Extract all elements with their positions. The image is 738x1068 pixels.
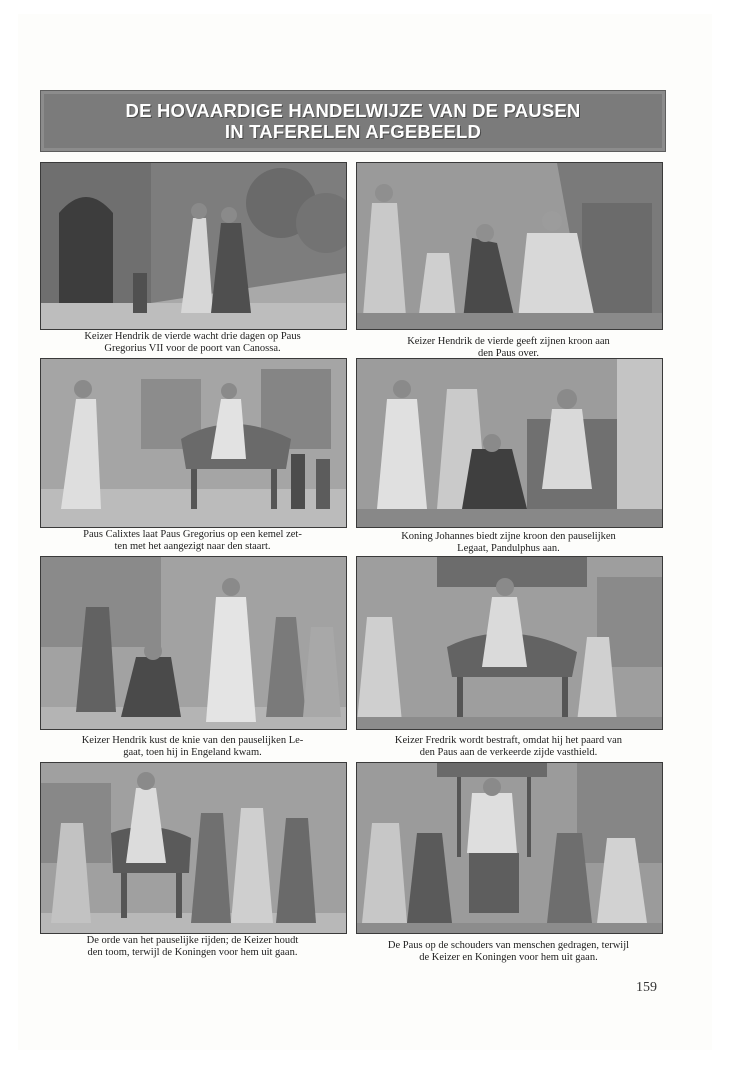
title-banner [40, 90, 666, 152]
caption-4 [356, 531, 661, 554]
caption-1 [40, 331, 345, 354]
caption-8 [348, 940, 669, 963]
caption-7-line-1: De orde van het pauselijke rijden; de Keizer houdt [86, 935, 299, 946]
page-number: 159 [636, 980, 657, 995]
caption-6-line-1: Keizer Fredrik wordt bestraft, omdat hij het paard van [394, 735, 623, 746]
engraving-crown-surrender [356, 162, 663, 330]
engraving-legate-pandulphus [356, 358, 663, 528]
engraving-camel [40, 358, 347, 528]
caption-6-line-2: den Paus aan de verkeerde zijde vasthield. [419, 746, 598, 758]
caption-2-line-2: den Paus over. [478, 347, 539, 359]
caption-4-line-2: Legaat, Pandulphus aan. [457, 542, 560, 554]
engraving-knee-kiss [40, 556, 347, 730]
caption-2 [356, 336, 661, 359]
caption-2-line-1: Keizer Hendrik de vierde geeft zijnen kroon aan [407, 336, 610, 347]
caption-7 [40, 935, 345, 958]
caption-1-line-1: Keizer Hendrik de vierde wacht drie dagen op Paus [84, 331, 301, 342]
caption-8-line-1: De Paus op de schouders van menschen gedragen, terwijl [387, 940, 630, 951]
caption-5 [40, 735, 345, 758]
caption-3 [40, 529, 345, 552]
engraving-fredrik-horse [356, 556, 663, 730]
caption-5-line-1: Keizer Hendrik kust de knie van den pauselijken Le- [81, 735, 304, 746]
engraving-canossa [40, 162, 347, 330]
caption-1-line-2: Gregorius VII voor de poort van Canossa. [104, 342, 281, 354]
caption-8-line-2: de Keizer en Koningen voor hem uit gaan. [419, 951, 598, 963]
title-line-2: IN TAFERELEN AFGEBEELD [224, 121, 482, 142]
caption-3-line-1: Paus Calixtes laat Paus Gregorius op een kemel zet- [83, 529, 302, 540]
caption-7-line-2: den toom, terwijl de Koningen voor hem uit gaan. [87, 946, 298, 958]
title-line-1: DE HOVAARDIGE HANDELWIJZE VAN DE PAUSEN [125, 100, 581, 121]
caption-6 [350, 735, 667, 758]
caption-3-line-2: ten met het aangezigt naar den staart. [114, 540, 271, 552]
caption-4-line-1: Koning Johannes biedt zijne kroon den pauselijken [401, 531, 616, 542]
engraving-papal-procession [40, 762, 347, 934]
caption-5-line-2: gaat, toen hij in Engeland kwam. [123, 746, 262, 758]
engraving-carried-pope [356, 762, 663, 934]
